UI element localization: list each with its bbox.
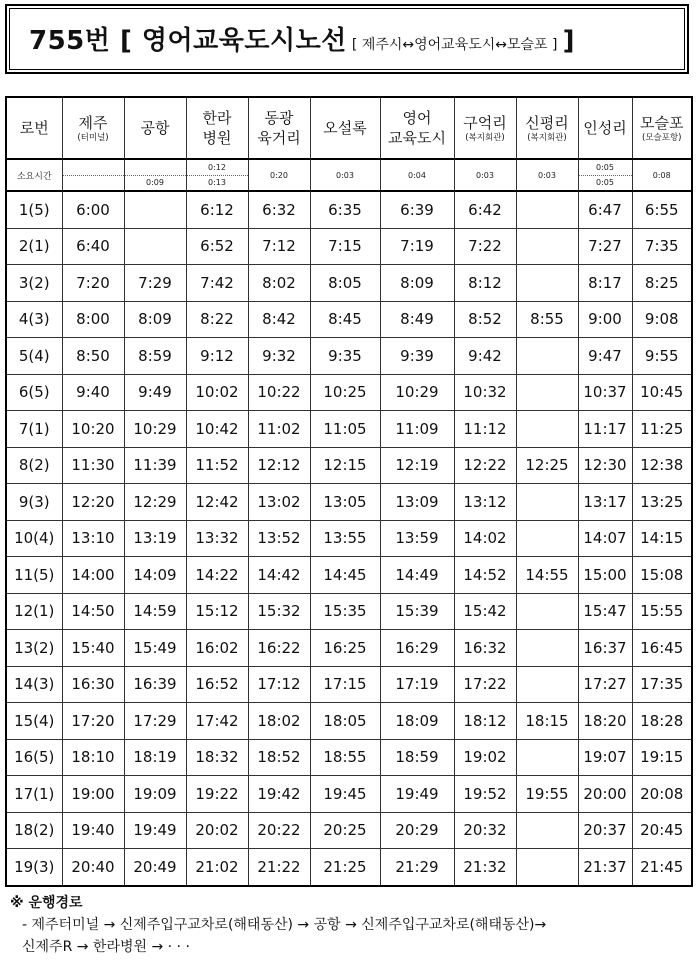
departure-time: 6:42	[454, 191, 516, 228]
departure-time: 10:29	[380, 374, 454, 411]
route-line-2: 신제주R → 한라병원 → · · ·	[22, 939, 190, 955]
departure-time: 13:19	[124, 520, 186, 557]
duration-bottom: 0:13	[208, 178, 226, 188]
departure-time: 15:49	[124, 630, 186, 667]
duration-bottom: 0:05	[596, 178, 614, 188]
departure-time: 9:55	[632, 338, 692, 375]
departure-time: 8:45	[310, 301, 380, 338]
duration-cell	[124, 159, 186, 191]
departure-time: 20:00	[578, 776, 632, 813]
departure-time: 20:08	[632, 776, 692, 813]
departure-time: 8:17	[578, 265, 632, 302]
departure-time: 9:42	[454, 338, 516, 375]
trip-number: 12(1)	[6, 593, 62, 630]
departure-time: 16:22	[248, 630, 310, 667]
column-header	[578, 97, 632, 159]
departure-time: 19:42	[248, 776, 310, 813]
departure-time: 11:17	[578, 411, 632, 448]
departure-time: 16:02	[186, 630, 248, 667]
departure-time: 19:40	[62, 812, 124, 849]
departure-time	[516, 374, 578, 411]
departure-time: 16:29	[380, 630, 454, 667]
departure-time: 18:52	[248, 739, 310, 776]
departure-time: 19:49	[124, 812, 186, 849]
route-line-1: - 제주터미널 → 신제주입구교차로(해태동산) → 공항 → 신제주입구교차로(해태동산)→	[22, 917, 547, 933]
departure-time	[516, 484, 578, 521]
departure-time: 13:55	[310, 520, 380, 557]
departure-time: 18:05	[310, 703, 380, 740]
departure-time: 12:25	[516, 447, 578, 484]
table-row	[6, 849, 692, 886]
departure-time: 16:32	[454, 630, 516, 667]
timetable	[5, 96, 693, 887]
departure-time: 9:12	[186, 338, 248, 375]
departure-time: 6:52	[186, 228, 248, 265]
departure-time: 21:25	[310, 849, 380, 886]
column-header-label: 인성리	[583, 118, 627, 137]
departure-time	[516, 191, 578, 228]
departure-time: 15:39	[380, 593, 454, 630]
departure-time: 14:50	[62, 593, 124, 630]
title-box	[5, 4, 689, 74]
departure-time: 12:19	[380, 447, 454, 484]
departure-time: 7:29	[124, 265, 186, 302]
departure-time: 20:49	[124, 849, 186, 886]
departure-time: 14:15	[632, 520, 692, 557]
departure-time: 16:52	[186, 666, 248, 703]
departure-time: 19:22	[186, 776, 248, 813]
departure-time: 20:29	[380, 812, 454, 849]
duration-cell: 0:20	[248, 159, 310, 191]
table-row	[6, 593, 692, 630]
departure-time: 12:38	[632, 447, 692, 484]
departure-time: 10:25	[310, 374, 380, 411]
column-header	[124, 97, 186, 159]
departure-time: 16:30	[62, 666, 124, 703]
departure-time: 16:25	[310, 630, 380, 667]
column-header	[516, 97, 578, 159]
departure-time: 12:15	[310, 447, 380, 484]
departure-time: 16:45	[632, 630, 692, 667]
route-note	[10, 892, 690, 958]
column-header-label: 제주	[78, 113, 108, 132]
table-row	[6, 191, 692, 228]
departure-time: 13:59	[380, 520, 454, 557]
departure-time: 19:00	[62, 776, 124, 813]
title-main: 755번 [ 영어교육도시노선	[29, 26, 347, 56]
departure-time: 11:02	[248, 411, 310, 448]
departure-time: 8:55	[516, 301, 578, 338]
departure-time: 19:15	[632, 739, 692, 776]
column-header	[186, 97, 248, 159]
departure-time: 15:08	[632, 557, 692, 594]
column-header-label: 교육도시	[388, 129, 446, 147]
departure-time: 18:10	[62, 739, 124, 776]
departure-time: 17:35	[632, 666, 692, 703]
trip-number: 7(1)	[6, 411, 62, 448]
duration-top: 0:05	[579, 160, 632, 176]
column-header	[632, 97, 692, 159]
trip-number: 13(2)	[6, 630, 62, 667]
departure-time: 13:02	[248, 484, 310, 521]
trip-number: 10(4)	[6, 520, 62, 557]
departure-time: 17:19	[380, 666, 454, 703]
departure-time: 11:25	[632, 411, 692, 448]
departure-time: 15:12	[186, 593, 248, 630]
departure-time: 8:50	[62, 338, 124, 375]
table-row	[6, 301, 692, 338]
departure-time: 8:02	[248, 265, 310, 302]
duration-bottom: 0:09	[146, 178, 164, 188]
trip-number: 17(1)	[6, 776, 62, 813]
column-header	[310, 97, 380, 159]
departure-time: 7:12	[248, 228, 310, 265]
departure-time: 20:22	[248, 812, 310, 849]
departure-time: 9:39	[380, 338, 454, 375]
departure-time: 18:12	[454, 703, 516, 740]
departure-time: 10:29	[124, 411, 186, 448]
column-header-label: 로번	[19, 118, 49, 137]
departure-time: 7:42	[186, 265, 248, 302]
departure-time: 18:55	[310, 739, 380, 776]
trip-number: 2(1)	[6, 228, 62, 265]
duration-cell	[62, 159, 124, 191]
departure-time	[516, 849, 578, 886]
duration-cell: 0:03	[516, 159, 578, 191]
departure-time: 18:19	[124, 739, 186, 776]
departure-time: 14:00	[62, 557, 124, 594]
duration-cell	[186, 159, 248, 191]
departure-time: 15:42	[454, 593, 516, 630]
departure-time: 16:39	[124, 666, 186, 703]
column-header-label: 구억리	[463, 113, 507, 132]
departure-time	[516, 265, 578, 302]
departure-time: 9:00	[578, 301, 632, 338]
departure-time: 13:10	[62, 520, 124, 557]
table-row	[6, 703, 692, 740]
departure-time: 6:40	[62, 228, 124, 265]
departure-time: 19:02	[454, 739, 516, 776]
departure-time: 18:59	[380, 739, 454, 776]
departure-time	[516, 812, 578, 849]
departure-time	[516, 520, 578, 557]
departure-time: 8:12	[454, 265, 516, 302]
column-header-label: 신평리	[525, 113, 569, 132]
column-header-label: 병원	[202, 129, 232, 147]
trip-number: 14(3)	[6, 666, 62, 703]
departure-time: 14:59	[124, 593, 186, 630]
departure-time: 14:22	[186, 557, 248, 594]
departure-time: 6:55	[632, 191, 692, 228]
departure-time: 10:20	[62, 411, 124, 448]
departure-time: 14:45	[310, 557, 380, 594]
departure-time: 9:35	[310, 338, 380, 375]
table-row	[6, 520, 692, 557]
departure-time: 13:09	[380, 484, 454, 521]
trip-number: 19(3)	[6, 849, 62, 886]
departure-time: 17:22	[454, 666, 516, 703]
departure-time	[124, 191, 186, 228]
departure-time: 13:17	[578, 484, 632, 521]
table-row	[6, 228, 692, 265]
departure-time: 14:55	[516, 557, 578, 594]
departure-time: 8:05	[310, 265, 380, 302]
column-header	[6, 97, 62, 159]
departure-time: 10:42	[186, 411, 248, 448]
departure-time	[516, 630, 578, 667]
departure-time: 6:47	[578, 191, 632, 228]
departure-time: 12:22	[454, 447, 516, 484]
departure-time: 21:22	[248, 849, 310, 886]
departure-time: 6:35	[310, 191, 380, 228]
departure-time: 20:02	[186, 812, 248, 849]
departure-time: 15:00	[578, 557, 632, 594]
departure-time: 21:45	[632, 849, 692, 886]
departure-time: 6:39	[380, 191, 454, 228]
trip-number: 1(5)	[6, 191, 62, 228]
duration-top	[63, 160, 124, 176]
departure-time: 10:32	[454, 374, 516, 411]
trip-number: 8(2)	[6, 447, 62, 484]
trip-number: 11(5)	[6, 557, 62, 594]
departure-time: 13:12	[454, 484, 516, 521]
table-row	[6, 374, 692, 411]
column-header	[380, 97, 454, 159]
departure-time: 11:52	[186, 447, 248, 484]
table-row	[6, 338, 692, 375]
departure-time: 20:45	[632, 812, 692, 849]
departure-time: 8:42	[248, 301, 310, 338]
table-row	[6, 265, 692, 302]
trip-number: 3(2)	[6, 265, 62, 302]
departure-time: 9:08	[632, 301, 692, 338]
departure-time: 12:20	[62, 484, 124, 521]
departure-time: 11:12	[454, 411, 516, 448]
column-header-label: 모슬포	[640, 113, 684, 132]
departure-time: 9:40	[62, 374, 124, 411]
departure-time: 15:35	[310, 593, 380, 630]
title-close-bracket: ]	[562, 26, 575, 56]
departure-time: 18:32	[186, 739, 248, 776]
departure-time: 9:49	[124, 374, 186, 411]
departure-time: 7:35	[632, 228, 692, 265]
column-header-sub: (터미널)	[77, 133, 109, 144]
trip-number: 4(3)	[6, 301, 62, 338]
departure-time: 8:52	[454, 301, 516, 338]
departure-time: 17:27	[578, 666, 632, 703]
departure-time: 7:27	[578, 228, 632, 265]
trip-number: 6(5)	[6, 374, 62, 411]
column-header-sub: (복지회관)	[465, 133, 505, 144]
column-header-label: 한라	[202, 108, 232, 127]
departure-time	[516, 739, 578, 776]
duration-label: 소요시간	[6, 159, 62, 191]
departure-time: 18:09	[380, 703, 454, 740]
departure-time	[516, 411, 578, 448]
departure-time: 18:28	[632, 703, 692, 740]
trip-number: 18(2)	[6, 812, 62, 849]
table-row	[6, 630, 692, 667]
departure-time: 8:49	[380, 301, 454, 338]
duration-cell: 0:04	[380, 159, 454, 191]
column-header-label: 동광	[264, 108, 294, 127]
table-row	[6, 812, 692, 849]
departure-time: 14:09	[124, 557, 186, 594]
departure-time: 18:20	[578, 703, 632, 740]
departure-time: 19:52	[454, 776, 516, 813]
departure-time: 10:02	[186, 374, 248, 411]
departure-time: 19:45	[310, 776, 380, 813]
table-row	[6, 557, 692, 594]
trip-number: 5(4)	[6, 338, 62, 375]
departure-time: 7:22	[454, 228, 516, 265]
trip-number: 9(3)	[6, 484, 62, 521]
departure-time: 9:47	[578, 338, 632, 375]
table-row	[6, 739, 692, 776]
departure-time: 20:32	[454, 812, 516, 849]
departure-time: 10:22	[248, 374, 310, 411]
departure-time: 13:52	[248, 520, 310, 557]
departure-time: 6:12	[186, 191, 248, 228]
departure-time: 17:29	[124, 703, 186, 740]
departure-time: 13:05	[310, 484, 380, 521]
duration-cell	[578, 159, 632, 191]
departure-time: 21:37	[578, 849, 632, 886]
departure-time: 20:25	[310, 812, 380, 849]
departure-time	[516, 338, 578, 375]
duration-bottom	[63, 176, 124, 191]
departure-time: 11:05	[310, 411, 380, 448]
departure-time: 10:45	[632, 374, 692, 411]
column-header-label: 영어	[402, 108, 432, 127]
departure-time: 18:15	[516, 703, 578, 740]
duration-cell: 0:03	[454, 159, 516, 191]
departure-time	[516, 593, 578, 630]
departure-time: 8:22	[186, 301, 248, 338]
departure-time: 19:09	[124, 776, 186, 813]
departure-time: 12:30	[578, 447, 632, 484]
departure-time: 21:29	[380, 849, 454, 886]
table-row	[6, 411, 692, 448]
departure-time: 11:30	[62, 447, 124, 484]
departure-time: 15:47	[578, 593, 632, 630]
departure-time: 11:09	[380, 411, 454, 448]
route-title: ※ 운행경로	[10, 895, 83, 911]
departure-time: 13:32	[186, 520, 248, 557]
departure-time: 17:42	[186, 703, 248, 740]
departure-time: 14:42	[248, 557, 310, 594]
departure-time: 21:32	[454, 849, 516, 886]
departure-time: 20:37	[578, 812, 632, 849]
departure-time: 13:25	[632, 484, 692, 521]
timetable-header	[6, 97, 692, 159]
departure-time: 17:20	[62, 703, 124, 740]
departure-time: 14:02	[454, 520, 516, 557]
column-header-label: 육거리	[257, 129, 301, 147]
title-sub: [ 제주시↔영어교육도시↔모슬포 ]	[351, 37, 558, 53]
duration-row	[6, 159, 692, 191]
departure-time: 19:55	[516, 776, 578, 813]
departure-time: 11:39	[124, 447, 186, 484]
column-header	[248, 97, 310, 159]
table-row	[6, 447, 692, 484]
departure-time: 7:15	[310, 228, 380, 265]
departure-time: 19:07	[578, 739, 632, 776]
column-header-sub: (모슬포항)	[642, 133, 682, 144]
departure-time: 15:32	[248, 593, 310, 630]
departure-time: 8:59	[124, 338, 186, 375]
column-header-label: 공항	[140, 118, 170, 137]
timetable-body	[6, 159, 692, 886]
departure-time: 12:42	[186, 484, 248, 521]
duration-top	[125, 160, 186, 176]
departure-time: 14:07	[578, 520, 632, 557]
trip-number: 16(5)	[6, 739, 62, 776]
trip-number: 15(4)	[6, 703, 62, 740]
departure-time: 9:32	[248, 338, 310, 375]
departure-time: 12:12	[248, 447, 310, 484]
departure-time	[516, 228, 578, 265]
column-header	[454, 97, 516, 159]
departure-time: 18:02	[248, 703, 310, 740]
departure-time	[516, 666, 578, 703]
departure-time: 20:40	[62, 849, 124, 886]
departure-time: 8:09	[124, 301, 186, 338]
column-header-label: 오설록	[323, 118, 367, 137]
departure-time: 14:52	[454, 557, 516, 594]
departure-time: 19:49	[380, 776, 454, 813]
departure-time: 14:49	[380, 557, 454, 594]
departure-time: 10:37	[578, 374, 632, 411]
departure-time: 7:19	[380, 228, 454, 265]
departure-time: 21:02	[186, 849, 248, 886]
departure-time: 12:29	[124, 484, 186, 521]
duration-top: 0:12	[187, 160, 248, 176]
duration-cell: 0:03	[310, 159, 380, 191]
departure-time: 8:09	[380, 265, 454, 302]
table-row	[6, 666, 692, 703]
page-title	[29, 28, 574, 54]
departure-time: 8:25	[632, 265, 692, 302]
table-row	[6, 484, 692, 521]
departure-time: 6:00	[62, 191, 124, 228]
departure-time: 6:32	[248, 191, 310, 228]
departure-time: 15:55	[632, 593, 692, 630]
duration-cell: 0:08	[632, 159, 692, 191]
departure-time: 8:00	[62, 301, 124, 338]
departure-time: 15:40	[62, 630, 124, 667]
departure-time	[124, 228, 186, 265]
table-row	[6, 776, 692, 813]
departure-time: 17:15	[310, 666, 380, 703]
departure-time: 17:12	[248, 666, 310, 703]
departure-time: 7:20	[62, 265, 124, 302]
column-header-sub: (복지회관)	[527, 133, 567, 144]
column-header	[62, 97, 124, 159]
departure-time: 16:37	[578, 630, 632, 667]
